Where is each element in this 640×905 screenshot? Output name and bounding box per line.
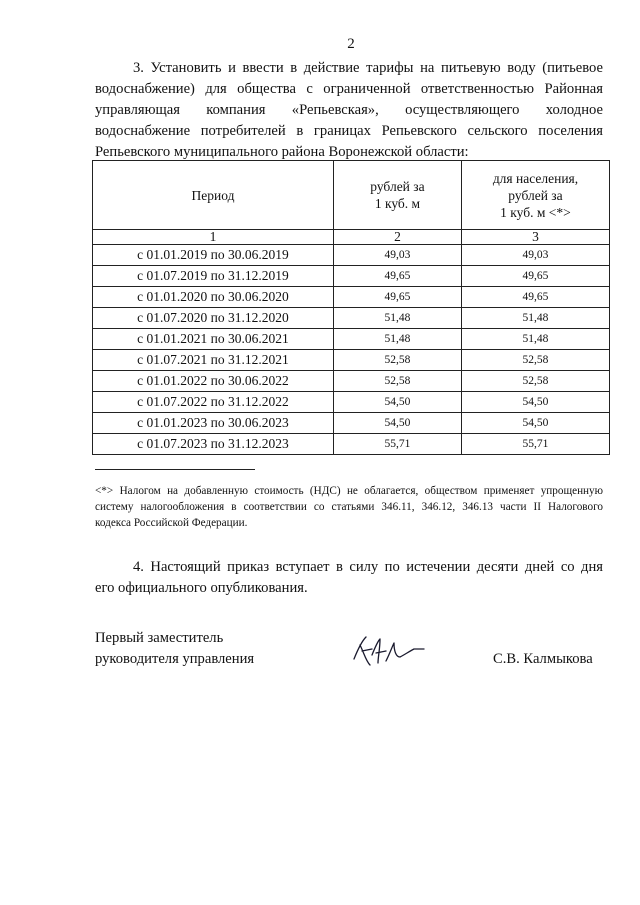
footnote-line: систему налогообложения в соответствии со статьями 346.11, 346.12, 346.13 части II Налогового: [95, 501, 603, 513]
paragraph-3-line: водоснабжение) для общества с ограниченной ответственностью Районная: [95, 81, 603, 97]
period-cell: с 01.07.2019 по 31.12.2019: [93, 266, 334, 287]
column-number: 2: [333, 230, 461, 245]
paragraph-3-line: 3. Установить и ввести в действие тарифы на питьевую воду (питьевое: [133, 60, 603, 76]
rub-cell: 51,48: [333, 329, 461, 350]
footnote-line: кодекса Российской Федерации.: [95, 517, 248, 529]
table-row: [93, 287, 610, 308]
signatory-title: [95, 628, 254, 670]
signatory-title-line: руководителя управления: [95, 651, 255, 667]
paragraph-3-line: управляющая компания «Репьевская», осуществляющего холодное: [95, 102, 603, 118]
table-row: [93, 434, 610, 455]
header-population-line: рублей за: [508, 187, 563, 203]
rub-cell: 55,71: [333, 434, 461, 455]
population-cell: 54,50: [461, 413, 609, 434]
rub-cell: 52,58: [333, 371, 461, 392]
rub-cell: 49,03: [333, 245, 461, 266]
period-cell: с 01.01.2019 по 30.06.2019: [93, 245, 334, 266]
table-row: [93, 350, 610, 371]
table-row: [93, 392, 610, 413]
signatory-title-line: Первый заместитель: [95, 630, 224, 646]
table-row: [93, 308, 610, 329]
paragraph-3-line: водоснабжение потребителей в границах Репьевского сельского поселения: [95, 123, 603, 139]
header-population-line: для населения,: [492, 170, 579, 186]
rub-cell: 49,65: [333, 266, 461, 287]
period-cell: с 01.07.2023 по 31.12.2023: [93, 434, 334, 455]
period-cell: с 01.01.2021 по 30.06.2021: [93, 329, 334, 350]
paragraph-3: [95, 58, 603, 163]
period-cell: с 01.07.2022 по 31.12.2022: [93, 392, 334, 413]
table-row: [93, 245, 610, 266]
footnote-divider: [95, 469, 255, 470]
header-rub-line: 1 куб. м: [374, 196, 421, 211]
header-population: [461, 161, 609, 230]
table-row: [93, 329, 610, 350]
table-row: [93, 413, 610, 434]
population-cell: 49,65: [461, 266, 609, 287]
header-population-line: 1 куб. м <*>: [500, 204, 571, 220]
period-cell: с 01.07.2021 по 31.12.2021: [93, 350, 334, 371]
period-cell: с 01.01.2020 по 30.06.2020: [93, 287, 334, 308]
population-cell: 52,58: [461, 371, 609, 392]
paragraph-4-line: 4. Настоящий приказ вступает в силу по истечении десяти дней со дня: [133, 559, 603, 575]
population-cell: 51,48: [461, 329, 609, 350]
paragraph-4: [95, 557, 603, 599]
header-period: Период: [93, 161, 334, 230]
paragraph-3-line: Репьевского муниципального района Воронежской области:: [95, 144, 469, 160]
footnote-line: <*> Налогом на добавленную стоимость (НДС) не облагается, обществом применяет упрощенную: [95, 485, 603, 497]
rub-cell: 51,48: [333, 308, 461, 329]
population-cell: 49,65: [461, 287, 609, 308]
header-rub-line: рублей за: [370, 179, 425, 194]
rub-cell: 49,65: [333, 287, 461, 308]
page-number: 2: [347, 36, 355, 52]
column-number: 3: [461, 230, 609, 245]
period-cell: с 01.01.2022 по 30.06.2022: [93, 371, 334, 392]
population-cell: 51,48: [461, 308, 609, 329]
population-cell: 49,03: [461, 245, 609, 266]
period-cell: с 01.07.2020 по 31.12.2020: [93, 308, 334, 329]
header-rub: [333, 161, 461, 230]
tariff-table: [92, 160, 610, 455]
population-cell: 52,58: [461, 350, 609, 371]
signatory-name: С.В. Калмыкова: [493, 651, 593, 667]
column-number: 1: [93, 230, 334, 245]
handwritten-signature: [348, 631, 428, 671]
column-number-row: [93, 230, 610, 245]
rub-cell: 52,58: [333, 350, 461, 371]
population-cell: 55,71: [461, 434, 609, 455]
footnote: [95, 483, 603, 531]
period-cell: с 01.01.2023 по 30.06.2023: [93, 413, 334, 434]
table-row: [93, 266, 610, 287]
rub-cell: 54,50: [333, 413, 461, 434]
paragraph-4-line: его официального опубликования.: [95, 580, 308, 596]
table-header-row: [93, 161, 610, 230]
population-cell: 54,50: [461, 392, 609, 413]
table-row: [93, 371, 610, 392]
rub-cell: 54,50: [333, 392, 461, 413]
